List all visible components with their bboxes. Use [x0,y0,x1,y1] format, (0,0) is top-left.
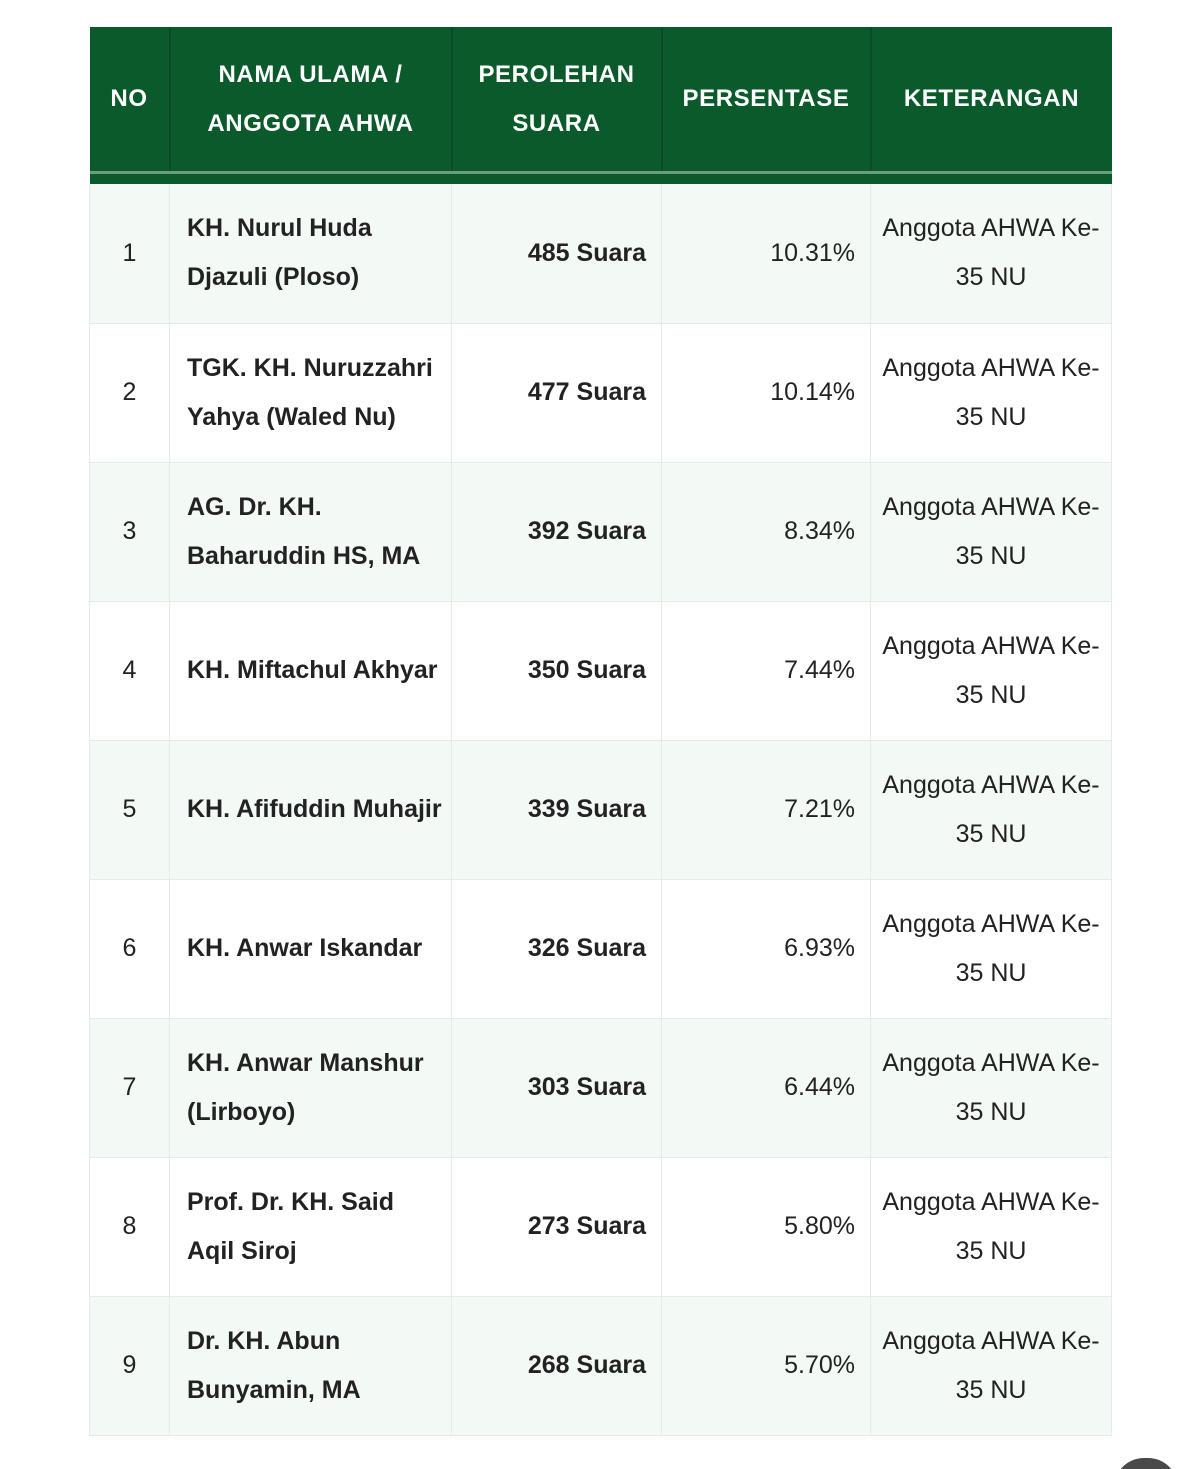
cell-name: AG. Dr. KH. Baharuddin HS, MA [170,462,452,601]
cell-percentage: 6.44% [662,1018,871,1157]
header-gap [90,172,1112,184]
cell-no: 2 [90,323,170,462]
table-row [90,740,1112,879]
cell-note: Anggota AHWA Ke-35 NU [871,1157,1112,1296]
cell-name: Dr. KH. Abun Bunyamin, MA [170,1296,452,1435]
cell-name: KH. Afifuddin Muhajir [170,740,452,879]
cell-percentage: 10.14% [662,323,871,462]
header-no: NO [90,27,170,172]
cell-name: KH. Nurul Huda Djazuli (Ploso) [170,184,452,323]
header-percentage: PERSENTASE [662,27,871,172]
cell-no: 6 [90,879,170,1018]
table-row [90,879,1112,1018]
header-votes: PEROLEHAN SUARA [452,27,662,172]
cell-percentage: 7.44% [662,601,871,740]
table-header [90,27,1112,172]
cell-votes: 350 Suara [452,601,662,740]
table-row [90,1018,1112,1157]
cell-votes: 485 Suara [452,184,662,323]
ahwa-results-table [89,27,1112,1436]
cell-no: 3 [90,462,170,601]
cell-note: Anggota AHWA Ke-35 NU [871,1018,1112,1157]
cell-no: 1 [90,184,170,323]
cell-votes: 303 Suara [452,1018,662,1157]
table-row [90,601,1112,740]
cell-note: Anggota AHWA Ke-35 NU [871,323,1112,462]
table-row [90,1296,1112,1435]
cell-percentage: 5.80% [662,1157,871,1296]
cell-note: Anggota AHWA Ke-35 NU [871,462,1112,601]
cell-no: 7 [90,1018,170,1157]
table-row [90,184,1112,323]
header-note: KETERANGAN [871,27,1112,172]
cell-name: KH. Miftachul Akhyar [170,601,452,740]
cell-note: Anggota AHWA Ke-35 NU [871,184,1112,323]
cell-votes: 273 Suara [452,1157,662,1296]
cell-percentage: 7.21% [662,740,871,879]
cell-name: KH. Anwar Iskandar [170,879,452,1018]
cell-votes: 268 Suara [452,1296,662,1435]
table-body [90,172,1112,1435]
cell-percentage: 8.34% [662,462,871,601]
cell-note: Anggota AHWA Ke-35 NU [871,740,1112,879]
table-row [90,323,1112,462]
cell-no: 9 [90,1296,170,1435]
cell-percentage: 6.93% [662,879,871,1018]
cell-votes: 477 Suara [452,323,662,462]
cell-no: 4 [90,601,170,740]
table-row [90,1157,1112,1296]
cell-no: 5 [90,740,170,879]
scroll-to-top-button[interactable] [1114,1458,1178,1469]
cell-votes: 392 Suara [452,462,662,601]
header-name: NAMA ULAMA / ANGGOTA AHWA [170,27,452,172]
cell-name: KH. Anwar Manshur (Lirboyo) [170,1018,452,1157]
cell-votes: 326 Suara [452,879,662,1018]
cell-percentage: 10.31% [662,184,871,323]
table-row [90,462,1112,601]
cell-votes: 339 Suara [452,740,662,879]
cell-name: TGK. KH. Nuruzzahri Yahya (Waled Nu) [170,323,452,462]
cell-note: Anggota AHWA Ke-35 NU [871,1296,1112,1435]
cell-name: Prof. Dr. KH. Said Aqil Siroj [170,1157,452,1296]
cell-note: Anggota AHWA Ke-35 NU [871,879,1112,1018]
cell-percentage: 5.70% [662,1296,871,1435]
cell-no: 8 [90,1157,170,1296]
cell-note: Anggota AHWA Ke-35 NU [871,601,1112,740]
